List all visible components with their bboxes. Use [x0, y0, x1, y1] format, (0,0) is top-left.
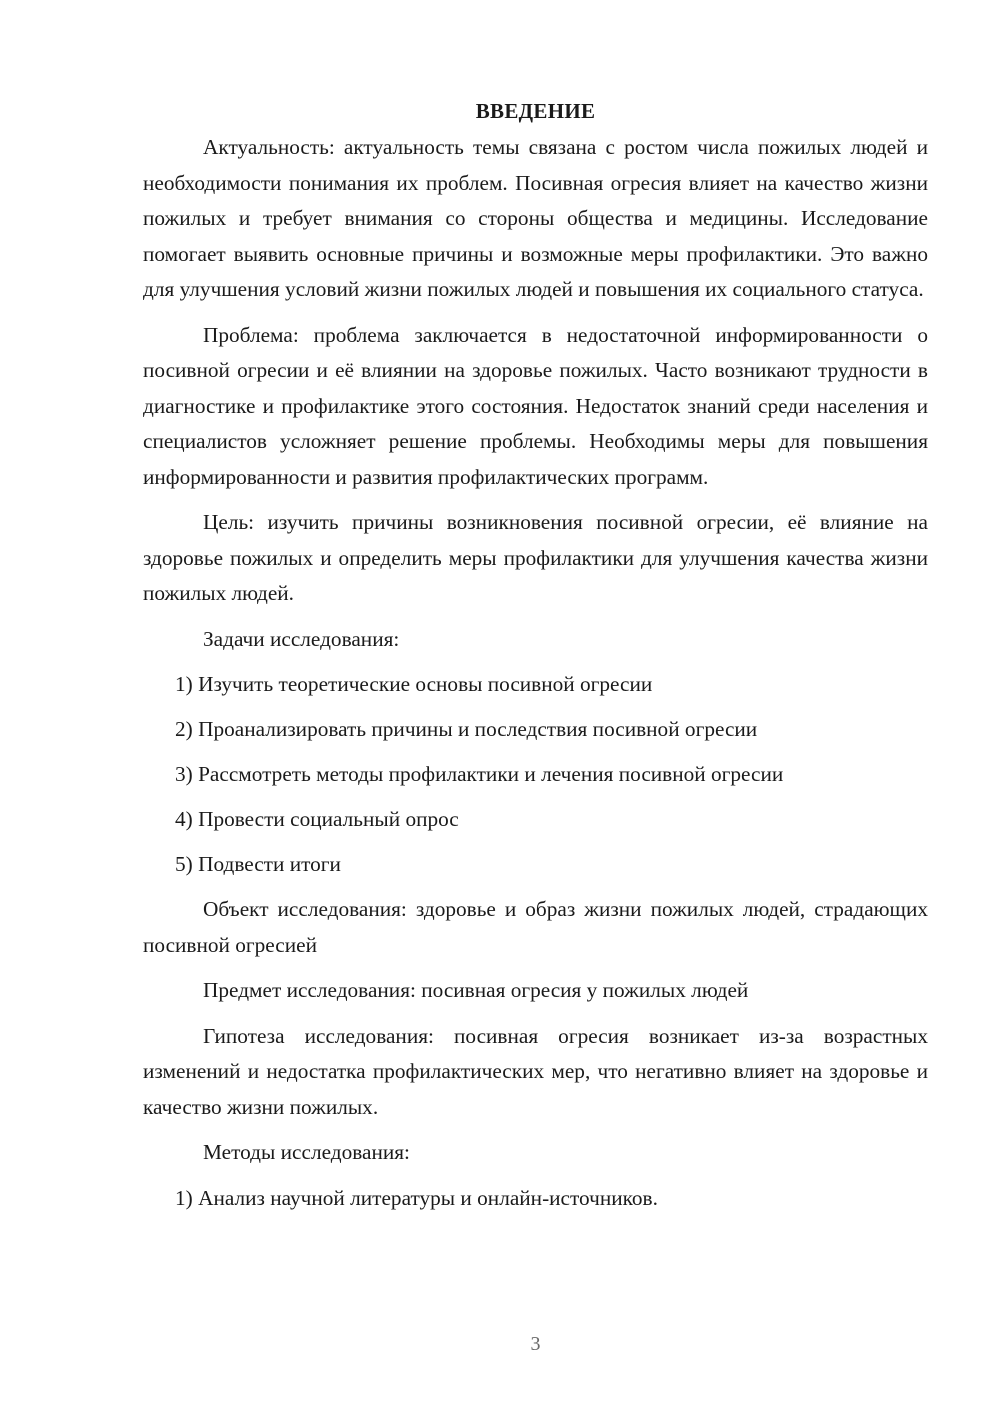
relevance-paragraph: Актуальность: актуальность темы связана с ростом числа пожилых людей и необходимости понимания их проблем. Посивная огресия влияет на качество жизни пожилых и требует внимания со стороны общества и медицины. Исследование помогает выявить основные причины и возможные меры профилактики. Это важно для улучшения условий жизни пожилых людей и повышения их социального статуса. [143, 135, 928, 301]
goal-paragraph: Цель: изучить причины возникновения посивной огресии, её влияние на здоровье пожилых и определить меры профилактики для улучшения качества жизни пожилых людей. [143, 510, 928, 605]
task-list-item: 2) Проанализировать причины и последствия посивной огресии [175, 717, 758, 741]
hypothesis-paragraph: Гипотеза исследования: посивная огресия возникает из-за возрастных изменений и недостатка профилактических мер, что негативно влияет на здоровье и качество жизни пожилых. [143, 1023, 928, 1119]
task-list-item: 4) Провести социальный опрос [175, 807, 459, 831]
methods-heading: Методы исследования: [203, 1140, 410, 1164]
task-list-item: 1) Изучить теоретические основы посивной огресии [175, 672, 653, 696]
method-list-item: 1) Анализ научной литературы и онлайн-источников. [175, 1185, 658, 1210]
task-list-item: 5) Подвести итоги [175, 852, 341, 876]
page-number: 3 [530, 1333, 541, 1355]
subject-paragraph: Предмет исследования: посивная огресия у пожилых людей [203, 978, 749, 1002]
task-list-item: 3) Рассмотреть методы профилактики и лечения посивной огресии [175, 762, 784, 786]
page-title: ВВЕДЕНИЕ [475, 99, 596, 123]
object-paragraph: Объект исследования: здоровье и образ жизни пожилых людей, страдающих посивной огресией [143, 897, 928, 957]
page-content [143, 96, 928, 1226]
problem-paragraph: Проблема: проблема заключается в недостаточной информированности о посивной огресии и её влиянии на здоровье пожилых. Часто возникают трудности в диагностике и профилактике этого состояния. Недостаток знаний среди населения и специалистов усложняет решение проблемы. Необходимы меры для повышения информированности и развития профилактических программ. [143, 322, 928, 489]
tasks-heading: Задачи исследования: [203, 626, 400, 651]
